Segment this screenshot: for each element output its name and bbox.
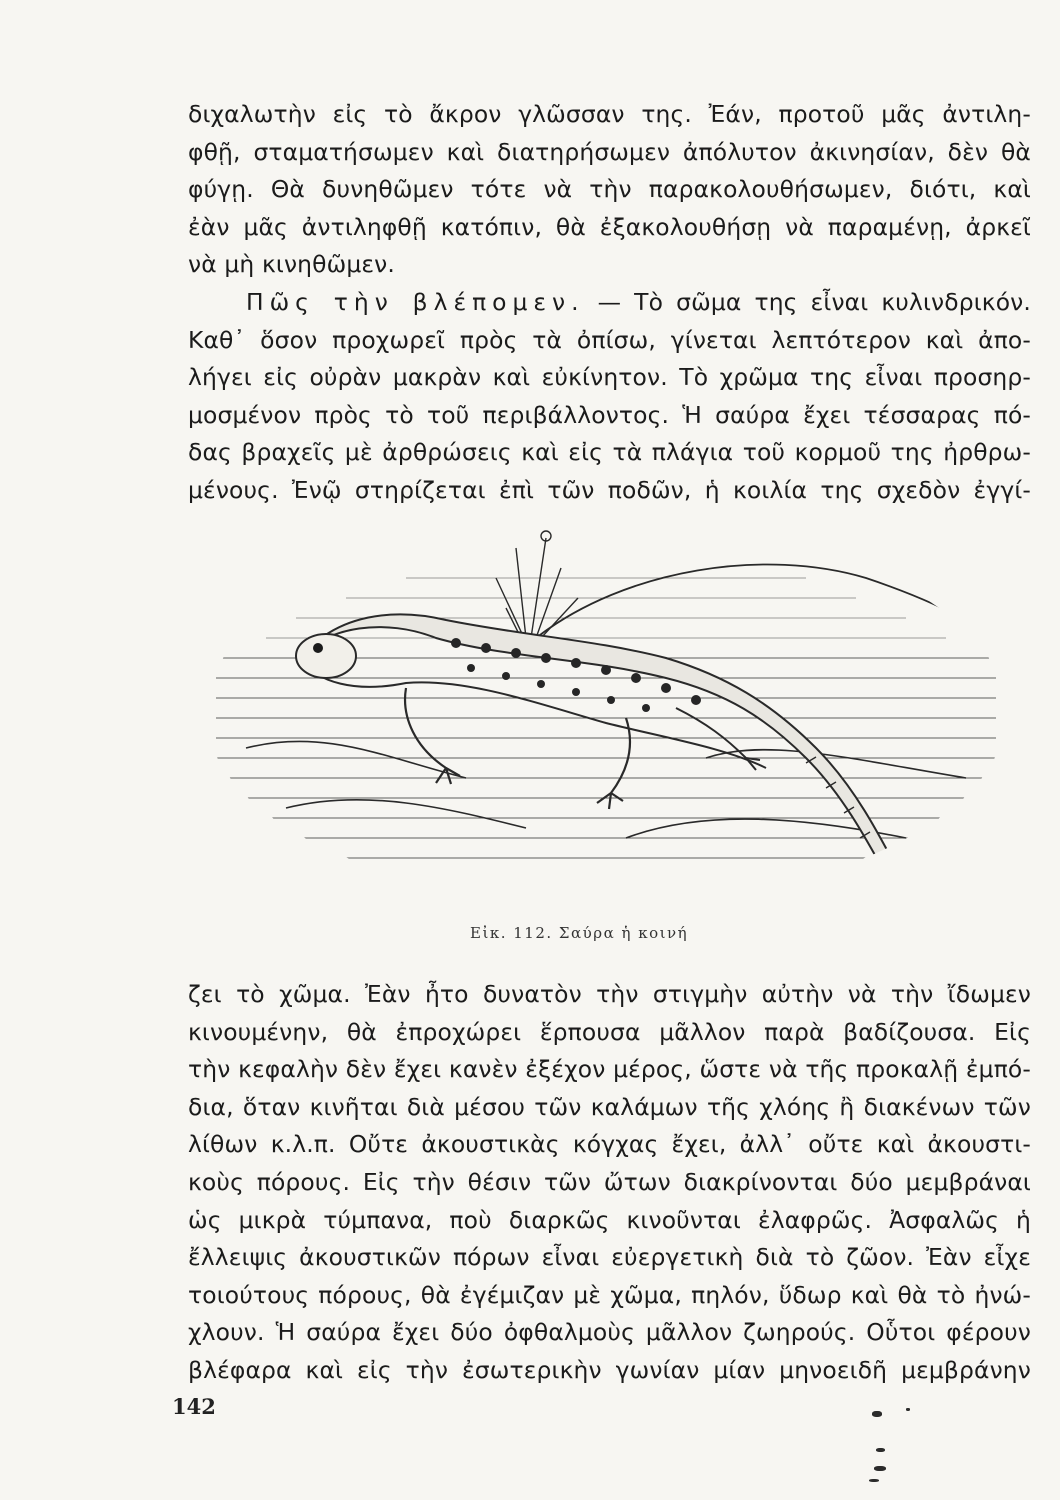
text-line: διχαλωτὴν εἰς τὸ ἄκρον γλῶσσαν της. Ἐάν, προτοῦ μᾶς ἀντιλη- bbox=[188, 100, 1031, 128]
text-line: δια, ὅταν κινῆται διὰ μέσου τῶν καλάμων τῆς χλόης ἢ διακένων τῶν bbox=[188, 1092, 1031, 1121]
hill bbox=[536, 565, 996, 639]
text-line: λήγει εἰς οὐρὰν μακρὰν καὶ εὐκίνητον. Τὸ χρῶμα της εἶναι προσηρ- bbox=[188, 363, 1031, 392]
text-line: φθῇ, σταματήσωμεν καὶ διατηρήσωμεν ἀπόλυτον ἀκινησίαν, δὲν θὰ bbox=[188, 137, 1031, 166]
ink-speck bbox=[874, 1466, 886, 1471]
text-line: μένους. Ἐνῷ στηρίζεται ἐπὶ τῶν ποδῶν, ἡ κοιλία της σχεδὸν ἐγγί- bbox=[188, 475, 1031, 504]
text-line: ἔλλειψις ἀκουστικῶν πόρων εἶναι εὐεργετικὴ διὰ τὸ ζῶον. Ἐὰν εἶχε bbox=[188, 1243, 1031, 1272]
text-line: τὴν κεφαλὴν δὲν ἔχει κανὲν ἐξέχον μέρος, ὥστε νὰ τῆς προκαλῇ ἐμπό- bbox=[188, 1055, 1031, 1084]
text-line: ζει τὸ χῶμα. Ἐὰν ἦτο δυνατὸν τὴν στιγμὴν αὐτὴν νὰ τὴν ἴδωμεν bbox=[188, 980, 1031, 1008]
lizard bbox=[296, 614, 906, 893]
figure-caption: Εἰκ. 112. Σαύρα ἡ κοινή bbox=[470, 924, 689, 942]
text-line: μοσμένον πρὸς τὸ τοῦ περιβάλλοντος. Ἡ σαύρα ἔχει τέσσαρας πό- bbox=[188, 400, 1031, 429]
text-line: Καθ᾽ ὅσον προχωρεῖ πρὸς τὰ ὀπίσω, γίνεται λεπτότερον καὶ ἀπο- bbox=[188, 325, 1031, 354]
ink-speck bbox=[869, 1479, 879, 1482]
text-line: δας βραχεῖς μὲ ἀρθρώσεις καὶ εἰς τὰ πλάγια τοῦ κορμοῦ της ἠρθρω- bbox=[188, 438, 1031, 467]
lizard-engraving-icon bbox=[206, 508, 1011, 906]
ink-speck bbox=[872, 1411, 882, 1417]
text-line: φύγῃ. Θὰ δυνηθῶμεν τότε νὰ τὴν παρακολουθήσωμεν, διότι, καὶ bbox=[188, 175, 1031, 204]
text-column bbox=[188, 96, 1031, 510]
text-line: χλουν. Ἡ σαύρα ἔχει δύο ὀφθαλμοὺς μᾶλλον ζωηρούς. Οὗτοι φέρουν bbox=[188, 1318, 1031, 1347]
grass-tuft bbox=[496, 531, 578, 638]
ink-speck bbox=[906, 1408, 910, 1411]
text-line: κινουμένην, θὰ ἐπροχώρει ἕρπουσα μᾶλλον παρὰ βαδίζουσα. Εἰς bbox=[188, 1017, 1031, 1046]
text-column bbox=[188, 976, 1031, 1390]
text-line: τοιούτους πόρους, θὰ ἐγέμιζαν μὲ χῶμα, πηλόν, ὕδωρ καὶ θὰ τὸ ἠνώ- bbox=[188, 1280, 1031, 1309]
text-line: ἐὰν μᾶς ἀντιληφθῇ κατόπιν, θὰ ἐξακολουθήσῃ νὰ παραμένῃ, ἀρκεῖ bbox=[188, 212, 1031, 241]
section-heading-line bbox=[188, 284, 1031, 322]
text-line: νὰ μὴ κινηθῶμεν. bbox=[188, 250, 395, 279]
page-number: 142 bbox=[172, 1394, 216, 1419]
section-heading: Πῶς τὴν βλέπομεν. bbox=[246, 287, 585, 316]
text-line: βλέφαρα καὶ εἰς τὴν ἐσωτερικὴν γωνίαν μίαν μηνοειδῆ μεμβράνην bbox=[188, 1355, 1031, 1384]
text-line: κοὺς πόρους. Εἰς τὴν θέσιν τῶν ὤτων διακρίνονται δύο μεμβράναι bbox=[188, 1167, 1031, 1196]
heading-continuation: — Τὸ σῶμα της εἶναι κυλινδρικόν. bbox=[584, 287, 1031, 316]
ink-speck bbox=[876, 1448, 885, 1452]
text-line: ὡς μικρὰ τύμπανα, ποὺ διαρκῶς κινοῦνται ἐλαφρῶς. Ἀσφαλῶς ἡ bbox=[188, 1205, 1031, 1234]
text-line: λίθων κ.λ.π. Οὔτε ἀκουστικὰς κόγχας ἔχει, ἀλλ᾽ οὔτε καὶ ἀκουστι- bbox=[188, 1130, 1031, 1159]
background-hatching bbox=[216, 578, 996, 858]
